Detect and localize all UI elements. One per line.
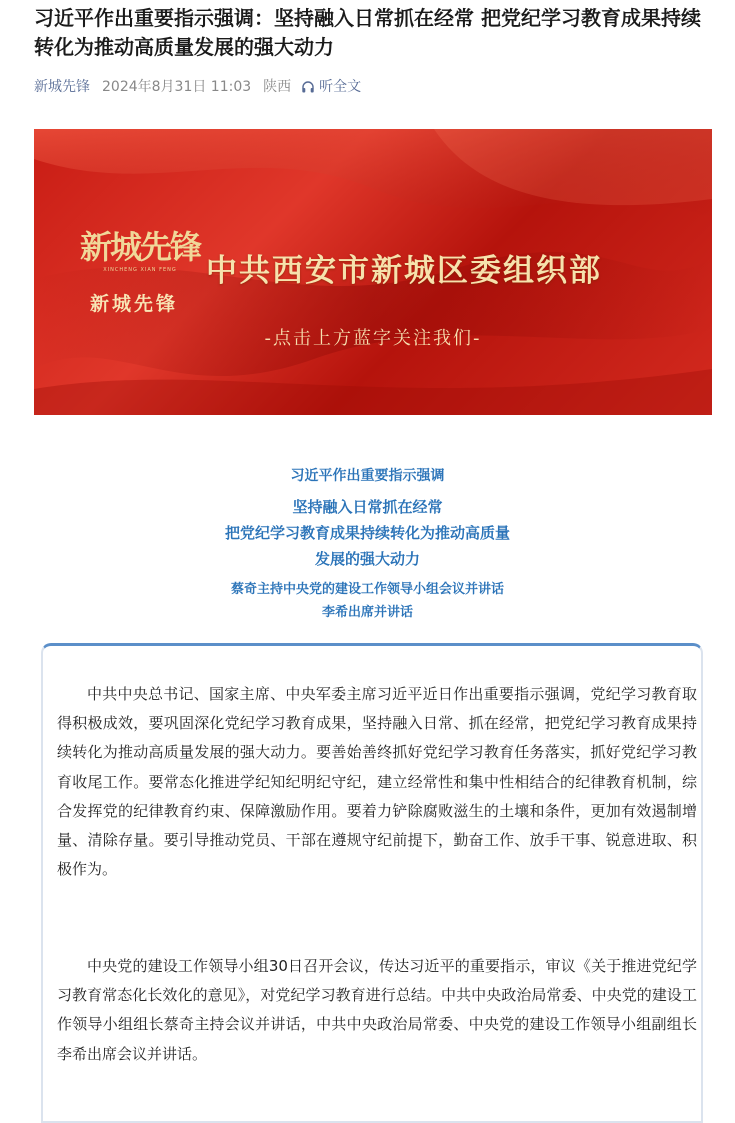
- header-banner-image: [34, 129, 712, 415]
- listen-label: 听全文: [319, 79, 362, 95]
- lead-line-4: 发展的强大动力: [314, 550, 420, 568]
- publish-region: 陕西: [263, 79, 292, 95]
- lead-line-1: 习近平作出重要指示强调: [290, 468, 445, 484]
- banner-follow-prompt: -点击上方蓝字关注我们-: [264, 328, 482, 349]
- lead-line-6: 李希出席并讲话: [321, 605, 413, 620]
- lead-summary: [0, 464, 735, 624]
- lead-line-5: 蔡奇主持中央党的建设工作领导小组会议并讲话: [230, 582, 504, 597]
- lead-line-2: 坚持融入日常抓在经常: [292, 498, 443, 516]
- article-body-card: [41, 643, 703, 1123]
- article-meta: [34, 77, 361, 97]
- banner-org-name: 中共西安市新城区委组织部: [206, 253, 602, 289]
- article-headline: 习近平作出重要指示强调：坚持融入日常抓在经常 把党纪学习教育成果持续转化为推动高质量发展的强大动力: [34, 6, 701, 59]
- logo-text: 新城先锋: [80, 228, 201, 266]
- banner-brand: 新城先锋: [90, 293, 179, 315]
- xincheng-logo: [80, 227, 200, 273]
- publish-date: 2024年8月31日 11:03: [102, 79, 252, 95]
- headphones-icon: [301, 80, 315, 94]
- body-paragraph-1: 中共中央总书记、国家主席、中央军委主席习近平近日作出重要指示强调，党纪学习教育取得积极成效，要巩固深化党纪学习教育成果，坚持融入日常、抓在经常，把党纪学习教育成果持续转化为推动高质量发展的强大动力。要善始善终抓好党纪学习教育任务落实，抓好党纪学习教育收尾工作。要常态化推进学纪知纪明纪守纪，建立经常性和集中性相结合的纪律教育机制，综合发挥党的纪律教育约束、保障激励作用。要着力铲除腐败滋生的土壤和条件，更加有效遏制增量、清除存量。要引导推动党员、干部在遵规守纪前提下，勤奋工作、放手干事、锐意进取、积极作为。: [57, 685, 697, 879]
- lead-line-3: 把党纪学习教育成果持续转化为推动高质量: [224, 524, 510, 542]
- listen-full-text-button[interactable]: [301, 77, 361, 97]
- logo-subtext: XINCHENG XIAN FENG: [103, 267, 177, 273]
- body-paragraph-2: 中央党的建设工作领导小组30日召开会议，传达习近平的重要指示，审议《关于推进党纪学习教育常态化长效化的意见》，对党纪学习教育进行总结。中共中央政治局常委、中央党的建设工作领导小组组长蔡奇主持会议并讲话，中共中央政治局常委、中央党的建设工作领导小组副组长李希出席会议并讲话。: [57, 957, 697, 1063]
- account-name-link[interactable]: 新城先锋: [34, 79, 90, 95]
